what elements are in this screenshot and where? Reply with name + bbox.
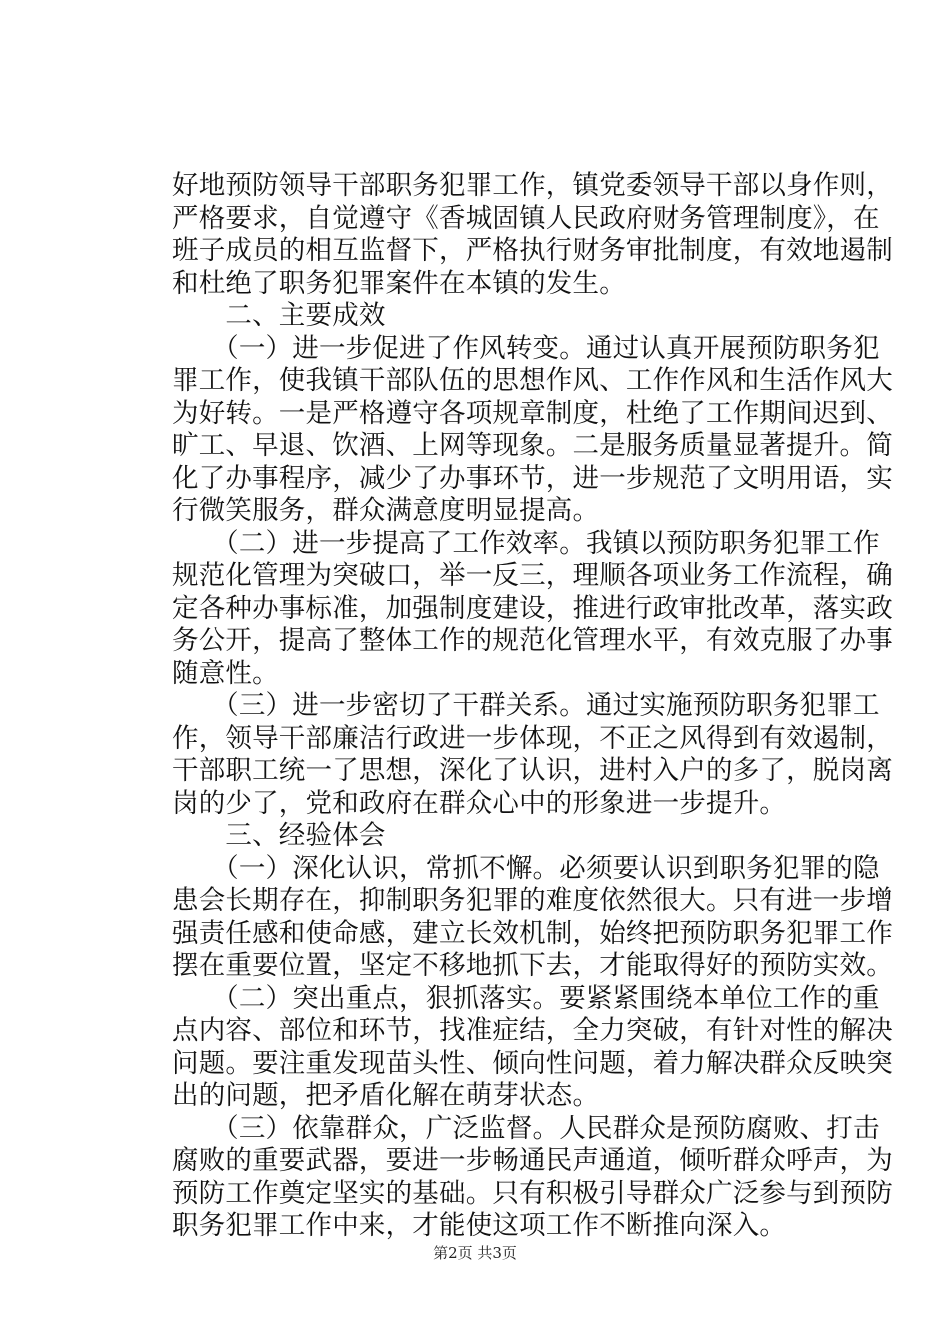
document-body [172,170,893,1243]
text-line: 作，领导干部廉洁行政进一步体现，不正之风得到有效遏制， [172,722,893,754]
text-line: 点内容、部位和环节，找准症结，全力突破，有针对性的解决 [172,1015,893,1046]
text-line: 出的问题，把矛盾化解在萌芽状态。 [172,1080,600,1111]
text-line: 罪工作，使我镇干部队伍的思想作风、工作作风和生活作风大 [172,365,893,396]
text-line: 问题。要注重发现苗头性、倾向性问题，着力解决群众反映突 [172,1047,893,1079]
text-line: 随意性。 [172,657,279,689]
section-heading: 三、经验体会 [172,820,386,851]
text-line: 严格要求，自觉遵守《香城固镇人民政府财务管理制度》，在 [172,202,880,234]
text-line: （一）进一步促进了作风转变。通过认真开展预防职务犯 [172,332,880,364]
text-line: 为好转。一是严格遵守各项规章制度，杜绝了工作期间迟到、 [172,397,893,429]
text-line: 岗的少了，党和政府在群众心中的形象进一步提升。 [172,787,787,819]
text-line: （二）突出重点，狠抓落实。要紧紧围绕本单位工作的重 [172,982,880,1014]
text-line: 和杜绝了职务犯罪案件在本镇的发生。 [172,267,626,299]
text-line: 摆在重要位置，坚定不移地抓下去，才能取得好的预防实效。 [172,950,893,981]
text-line: 患会长期存在，抑制职务犯罪的难度依然很大。只有进一步增 [172,885,893,916]
text-line: 班子成员的相互监督下，严格执行财务审批制度，有效地遏制 [172,235,893,266]
text-line: 腐败的重要武器，要进一步畅通民声通道，倾听群众呼声，为 [172,1145,893,1176]
text-line: 务公开，提高了整体工作的规范化管理水平，有效克服了办事 [172,625,893,656]
text-line: （二）进一步提高了工作效率。我镇以预防职务犯罪工作 [172,527,880,559]
page-number: 第2页 共3页 [433,1244,517,1262]
text-line: 强责任感和使命感，建立长效机制，始终把预防职务犯罪工作 [172,917,893,949]
text-line: 职务犯罪工作中来，才能使这项工作不断推向深入。 [172,1210,787,1241]
text-line: 化了办事程序，减少了办事环节，进一步规范了文明用语，实 [172,462,893,494]
text-line: （三）依靠群众，广泛监督。人民群众是预防腐败、打击 [172,1112,880,1144]
text-line: 定各种办事标准，加强制度建设，推进行政审批改革，落实政 [172,592,893,624]
text-line: 干部职工统一了思想，深化了认识，进村入户的多了，脱岗离 [172,755,893,786]
text-line: （一）深化认识，常抓不懈。必须要认识到职务犯罪的隐 [172,852,880,884]
text-line: 旷工、早退、饮酒、上网等现象。二是服务质量显著提升。简 [172,430,893,461]
text-line: 规范化管理为突破口，举一反三，理顺各项业务工作流程，确 [172,560,893,591]
text-line: 好地预防领导干部职务犯罪工作，镇党委领导干部以身作则， [172,170,893,201]
section-heading: 二、主要成效 [172,300,386,331]
text-line: 行微笑服务，群众满意度明显提高。 [172,495,600,526]
text-line: （三）进一步密切了干群关系。通过实施预防职务犯罪工 [172,690,880,721]
page-footer [0,1243,950,1263]
text-line: 预防工作奠定坚实的基础。只有积极引导群众广泛参与到预防 [172,1177,893,1209]
